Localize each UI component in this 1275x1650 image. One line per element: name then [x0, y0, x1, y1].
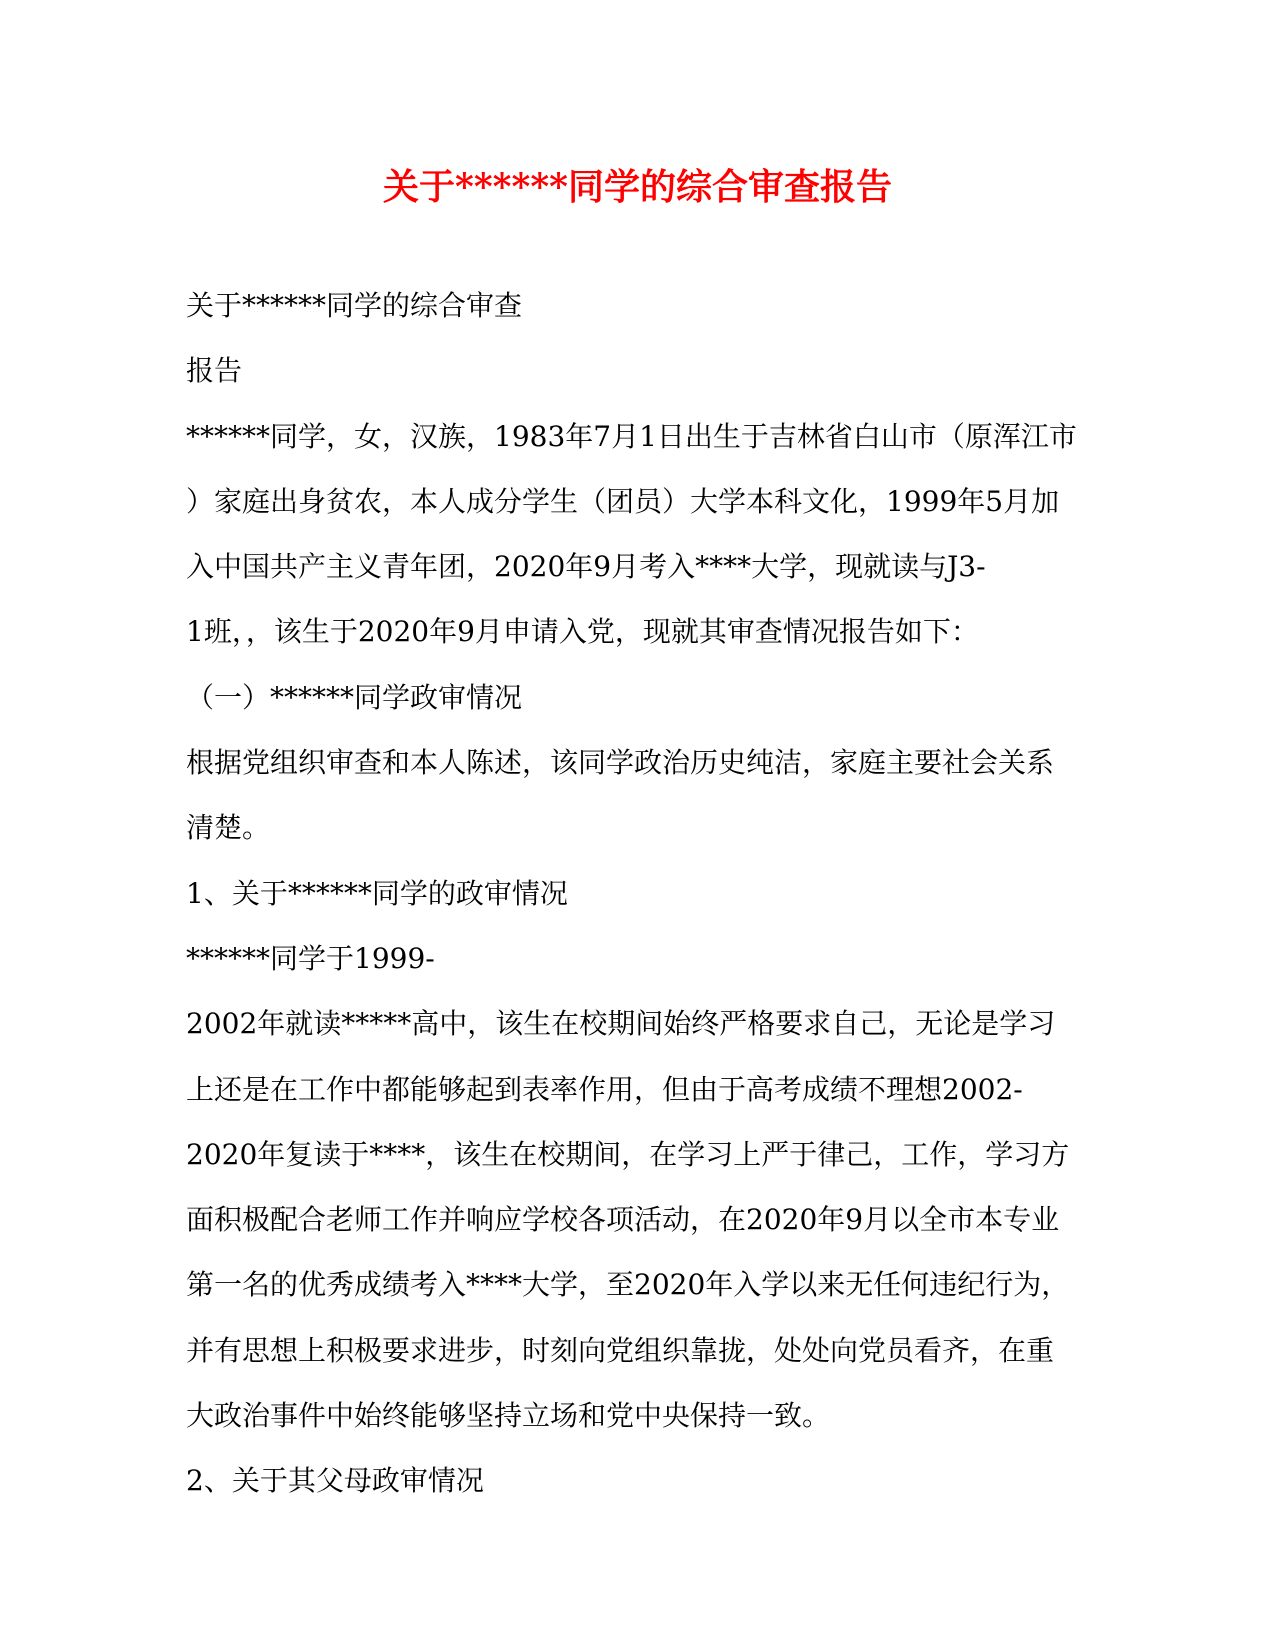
text-line: 根据党组织审查和本人陈述，该同学政治历史纯洁，家庭主要社会关系	[186, 746, 1055, 780]
text-line: ）家庭出身贫农，本人成分学生（团员）大学本科文化，1999年5月加	[186, 484, 1060, 518]
text-line: 面积极配合老师工作并响应学校各项活动，在2020年9月以全市本专业	[186, 1203, 1060, 1237]
text-line: 2020年复读于****，该生在校期间，在学习上严于律己，工作，学习方	[186, 1137, 1070, 1171]
text-line: 报告	[186, 354, 243, 388]
document-title: 关于******同学的综合审查报告	[383, 166, 892, 208]
text-line: 并有思想上积极要求进步，时刻向党组织靠拢，处处向党员看齐，在重	[186, 1333, 1055, 1367]
text-line: 2002年就读*****高中，该生在校期间始终严格要求自己，无论是学习	[186, 1007, 1056, 1041]
text-line: 清楚。	[186, 811, 271, 845]
document-body	[186, 273, 1096, 1514]
subsection-heading: 1、关于******同学的政审情况	[186, 876, 568, 910]
text-line: 上还是在工作中都能够起到表率作用，但由于高考成绩不理想2002-	[186, 1072, 1023, 1106]
text-line: ******同学于1999-	[186, 941, 435, 975]
text-line: 入中国共产主义青年团，2020年9月考入****大学，现就读与J3-	[186, 550, 986, 584]
text-line: 大政治事件中始终能够坚持立场和党中央保持一致。	[186, 1399, 831, 1433]
text-line: 关于******同学的综合审查	[186, 289, 523, 322]
text-line: 第一名的优秀成绩考入****大学，至2020年入学以来无任何违纪行为，	[186, 1268, 1070, 1302]
section-heading: （一）******同学政审情况	[186, 680, 523, 714]
text-line: 1班，，该生于2020年9月申请入党，现就其审查情况报告如下：	[186, 615, 979, 649]
text-line: ******同学，女，汉族，1983年7月1日出生于吉林省白山市（原浑江市	[186, 419, 1077, 453]
subsection-heading: 2、关于其父母政审情况	[186, 1464, 484, 1498]
